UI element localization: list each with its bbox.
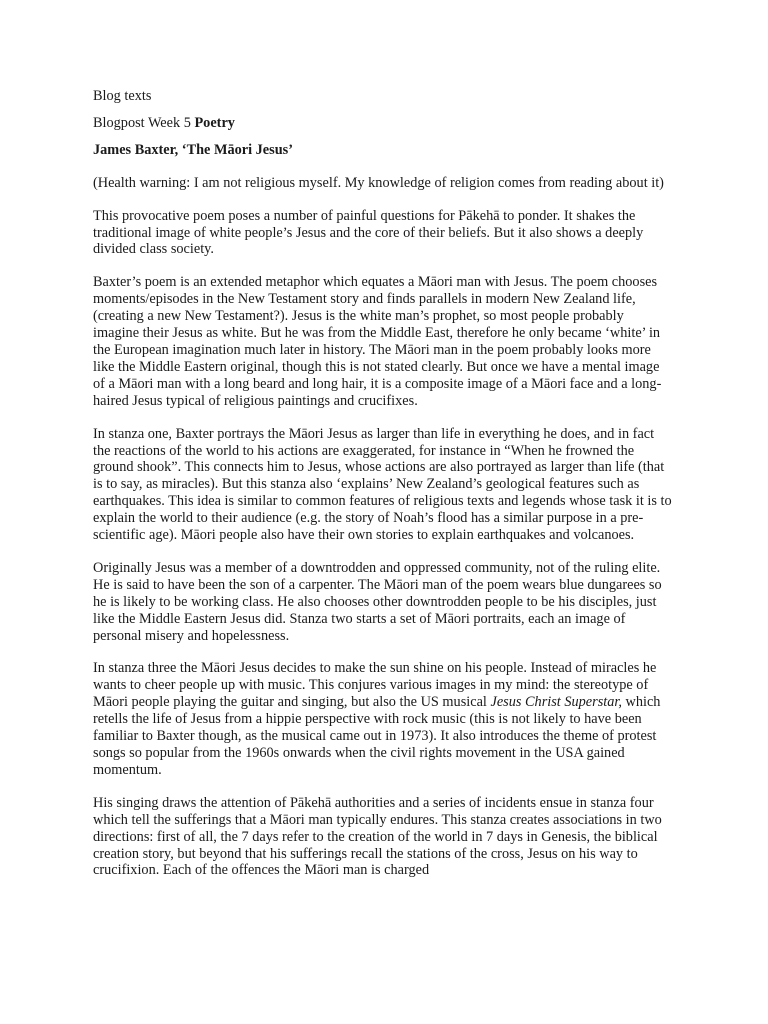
paragraph-stanza-four: His singing draws the attention of Pākehā authorities and a series of incidents ensue in stanza four which tell the sufferings that a Māori man typically endures. This stanza creates associations in two directions: first of all, the 7 days refer to the creation of the world in 7 days in Genesis, the biblical creation story, but beyond that his sufferings recall the stations of the cross, Jesus on his way to crucifixion. Each of the offences the Māori man is charged [93, 794, 662, 879]
paragraph-stanza-one: In stanza one, Baxter portrays the Māori Jesus as larger than life in everything he does, and in fact the reactions of the world to his actions are exaggerated, for instance in “When he frowned the ground shook”. This connects him to Jesus, whose actions are also portrayed as larger than life (that is to say, as miracles). But this stanza also ‘explains’ New Zealand’s geological features such as earthquakes. This idea is similar to common features of religious texts and legends whose task it is to explain the world to their audience (e.g. the story of Noah’s flood has a similar purpose in a pre-scientific age). Māori people also have their own stories to explain earthquakes and volcanoes. [93, 425, 672, 544]
document-page [93, 88, 673, 895]
stanza-three-text-a: In stanza three the Māori Jesus decides to make the sun shine on his people. Instead of miracles he wants to cheer people up with music. This conjures various images in my mind: the stereotype of Māori people playing the guitar and singing, but also the US musical [93, 660, 657, 711]
paragraph-downtrodden: Originally Jesus was a member of a downtrodden and oppressed community, not of the ruling elite. He is said to have been the son of a carpenter. The Māori man of the poem wears blue dungarees so he is likely to be working class. He also chooses other downtrodden people to be his disciples, just like the Middle Eastern Jesus did. Stanza two starts a set of Māori portraits, each an image of personal misery and hopelessness. [93, 559, 662, 644]
week-prefix: Blogpost Week 5 [93, 114, 195, 131]
musical-title: Jesus Christ Superstar, [490, 694, 622, 711]
week-topic: Poetry [194, 114, 235, 131]
article-title: James Baxter, ‘The Māori Jesus’ [93, 141, 293, 158]
blog-texts-label: Blog texts [93, 88, 152, 104]
paragraph-stanza-three [93, 660, 673, 778]
blogpost-week-line [93, 115, 673, 132]
stanza-three-text-b: which retells the life of Jesus from a hippie perspective with rock music (this is not likely to have been familiar to Baxter though, as the musical came out in 1973). It also introduces the theme of protest songs so popular from the 1960s onwards when the civil rights movement in the USA gained momentum. [93, 694, 661, 778]
paragraph-metaphor: Baxter’s poem is an extended metaphor which equates a Māori man with Jesus. The poem chooses moments/episodes in the New Testament story and finds parallels in modern New Zealand life, (creating a new New Testament?). Jesus is the white man’s prophet, so most people probably imagine their Jesus as white. But he was from the Middle East, therefore he only became ‘white’ in the European imagination much later in history. The Māori man in the poem probably looks more like the Middle Eastern original, though this is not stated clearly. But once we have a mental image of a Māori man with a long beard and long hair, it is a composite image of a Māori face and a long-haired Jesus typical of religious paintings and crucifixes. [93, 274, 662, 409]
paragraph-health-warning: (Health warning: I am not religious myself. My knowledge of religion comes from reading about it) [93, 174, 664, 191]
paragraph-intro: This provocative poem poses a number of painful questions for Pākehā to ponder. It shakes the traditional image of white people’s Jesus and the core of their beliefs. But it also shows a deeply divided class society. [93, 207, 644, 258]
